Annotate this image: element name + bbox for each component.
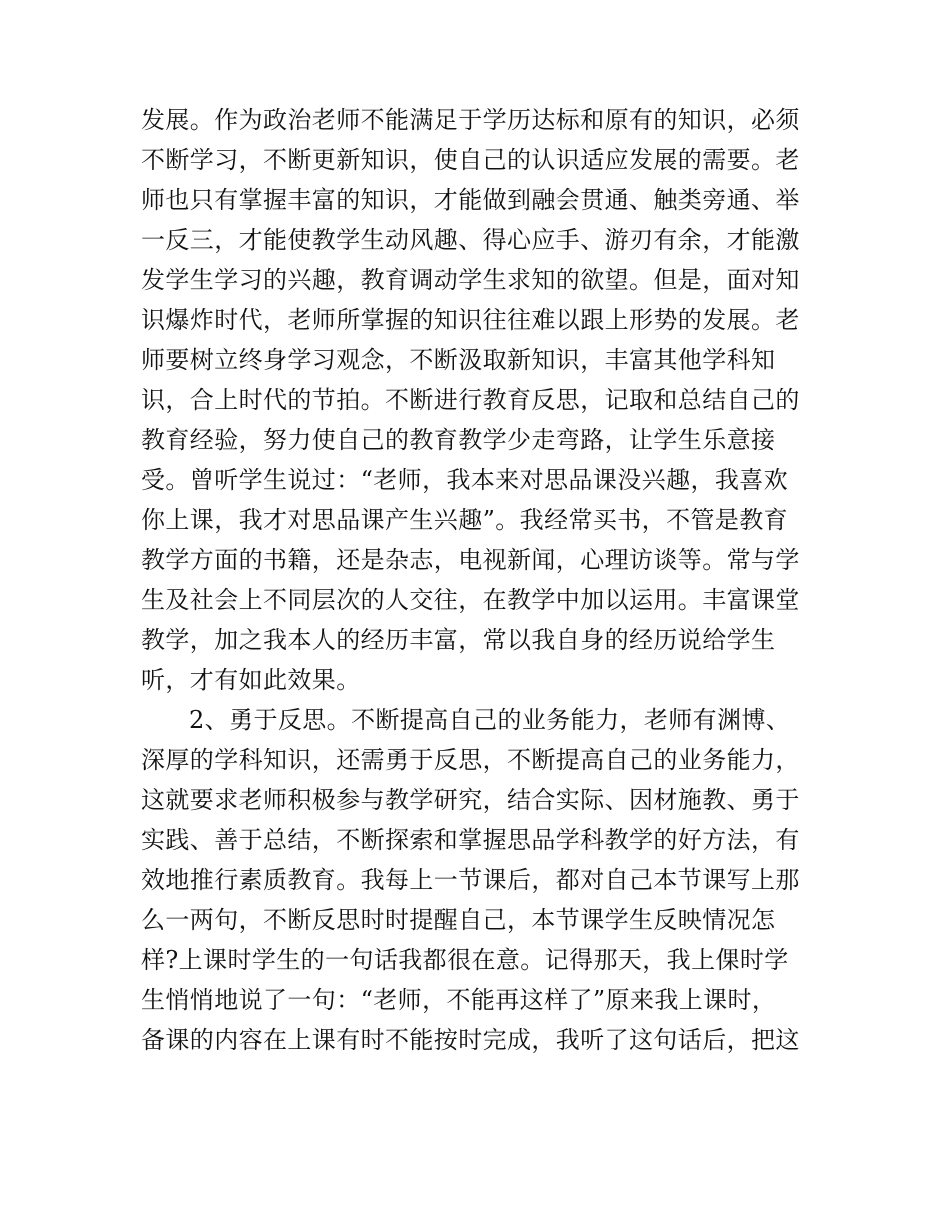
- text-line: 教育经验，努力使自己的教育教学少走弯路，让学生乐意接: [141, 426, 776, 454]
- text-line: 深厚的学科知识，还需勇于反思，不断提高自己的业务能力，: [141, 746, 800, 774]
- text-line: 实践、善于总结，不断探索和掌握思品学科教学的好方法，有: [141, 826, 800, 854]
- text-line: 师也只有掌握丰富的知识，才能做到融会贯通、触类旁通、举: [141, 186, 800, 214]
- text-line: 识爆炸时代，老师所掌握的知识往往难以跟上形势的发展。老: [141, 306, 800, 334]
- document-body: [141, 100, 821, 1060]
- text-line: 发学生学习的兴趣，教育调动学生求知的欲望。但是，面对知: [141, 266, 800, 294]
- text-line: 样?上课时学生的一句话我都很在意。记得那天，我上倮时学: [141, 946, 789, 974]
- text-line: 识，合上时代的节拍。不断进行教育反思，记取和总结自己的: [141, 386, 800, 414]
- text-line: 不断学习，不断更新知识，使自己的认识适应发展的需要。老: [141, 146, 800, 174]
- text-line: 听，才有如此效果。: [141, 666, 361, 694]
- text-line: 效地推行素质教育。我每上一节课后，都对自己本节课写上那: [141, 866, 800, 894]
- text-line: 备课的内容在上课有时不能按时完成，我听了这句话后，把这: [141, 1026, 800, 1054]
- text-line: 发展。作为政治老师不能满足于学历达标和原有的知识，必须: [141, 106, 800, 134]
- text-line: 生悄悄地说了一句：“老师，不能再这样了”原来我上课时，: [141, 986, 777, 1014]
- text-line: 这就要求老师积极参与教学研究，结合实际、因材施教、勇于: [141, 786, 800, 814]
- text-line: 你上课，我才对思品课产生兴趣”。我经常买书，不管是教育: [141, 506, 789, 534]
- text-line: 教学方面的书籍，还是杂志，电视新闻，心理访谈等。常与学: [141, 546, 800, 574]
- text-line: 么一两句，不断反思时时提醒自己，本节课学生反映情况怎: [141, 906, 776, 934]
- text-line: 师要树立终身学习观念，不断汲取新知识，丰富其他学科知: [141, 346, 776, 374]
- text-line: 教学，加之我本人的经历丰富，常以我自身的经历说给学生: [141, 626, 776, 654]
- paragraph-heading-line: 2、勇于反思。不断提高自己的业务能力，老师有渊博、: [189, 706, 791, 734]
- text-line: 受。曾听学生说过：“老师，我本来对思品课没兴趣，我喜欢: [141, 466, 789, 494]
- text-line: 一反三，才能使教学生动风趣、得心应手、游刃有余，才能激: [141, 226, 800, 254]
- text-line: 生及社会上不同层次的人交往，在教学中加以运用。丰富课堂: [141, 586, 800, 614]
